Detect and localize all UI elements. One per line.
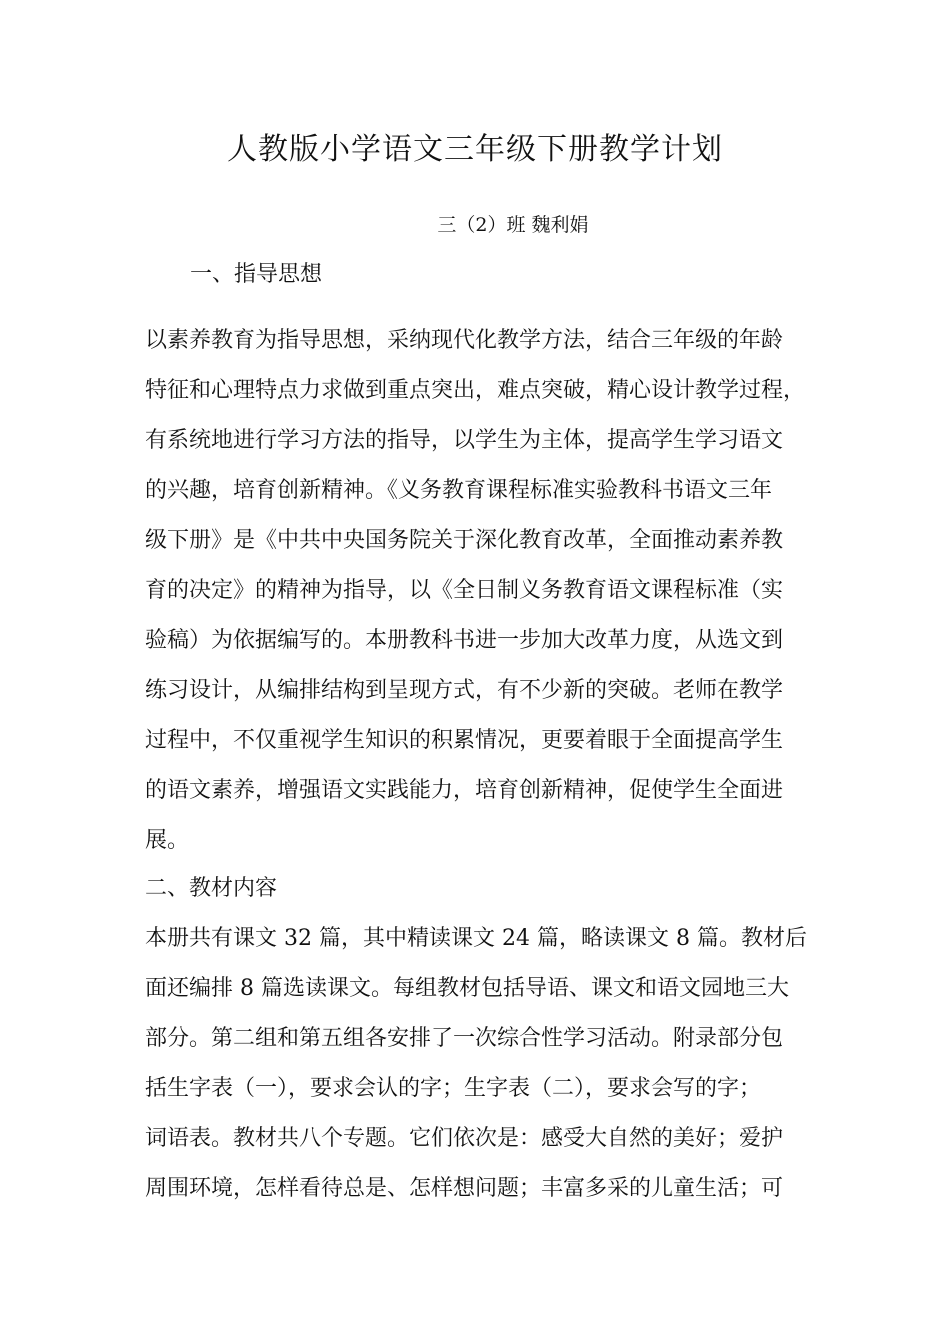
paragraph-line: 特征和心理特点力求做到重点突出，难点突破，精心设计教学过程， (145, 378, 806, 403)
author-line: 三（2）班 魏利娟 (437, 214, 589, 236)
paragraph-line: 的兴趣，培育创新精神。《义务教育课程标准实验教科书语文三年 (145, 478, 773, 503)
paragraph-line: 练习设计，从编排结构到呈现方式，有不少新的突破。老师在教学 (145, 678, 784, 703)
paragraph-line: 周围环境，怎样看待总是、怎样想问题；丰富多采的儿童生活；可 (145, 1176, 784, 1201)
paragraph-line: 部分。第二组和第五组各安排了一次综合性学习活动。附录部分包 (145, 1026, 784, 1051)
paragraph-line: 本册共有课文 32 篇，其中精读课文 24 篇，略读课文 8 篇。教材后 (145, 926, 807, 951)
paragraph-line: 级下册》是《中共中央国务院关于深化教育改革，全面推动素养教 (145, 528, 784, 553)
paragraph-line: 词语表。教材共八个专题。它们依次是：感受大自然的美好；爱护 (145, 1126, 784, 1151)
paragraph-line: 以素养教育为指导思想，采纳现代化教学方法，结合三年级的年龄 (145, 328, 784, 353)
paragraph-line: 有系统地进行学习方法的指导，以学生为主体，提高学生学习语文 (145, 428, 784, 453)
section-heading: 二、教材内容 (145, 876, 278, 901)
paragraph-line: 展。 (145, 828, 190, 853)
paragraph-line: 括生字表（一），要求会认的字；生字表（二），要求会写的字； (145, 1076, 762, 1101)
paragraph-line: 的语文素养，增强语文实践能力，培育创新精神，促使学生全面进 (145, 778, 784, 803)
document-title: 人教版小学语文三年级下册教学计划 (227, 132, 723, 167)
paragraph-line: 面还编排 8 篇选读课文。每组教材包括导语、课文和语文园地三大 (145, 976, 789, 1001)
paragraph-line: 过程中，不仅重视学生知识的积累情况，更要着眼于全面提高学生 (145, 728, 784, 753)
paragraph-line: 育的决定》的精神为指导，以《全日制义务教育语文课程标准（实 (145, 578, 784, 603)
section-heading: 一、指导思想 (190, 262, 323, 287)
paragraph-line: 验稿）为依据编写的。本册教科书进一步加大改革力度，从选文到 (145, 628, 784, 653)
